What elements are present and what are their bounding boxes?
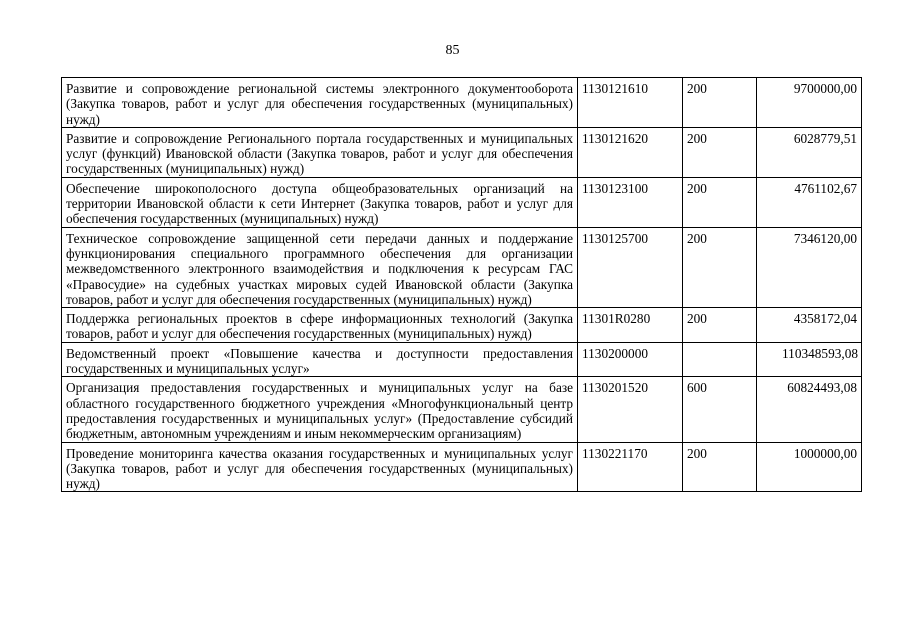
page-number: 85 — [445, 43, 460, 58]
expense-type-cell: 200 — [683, 78, 757, 128]
expense-type-cell: 600 — [683, 377, 757, 442]
expense-type-cell: 200 — [683, 308, 757, 343]
expense-name-cell: Развитие и сопровождение региональной системы электронного документооборота (Закупка товаров, работ и услуг для обеспечения государственных (муниципальных) нужд) — [62, 78, 578, 128]
amount-cell: 110348593,08 — [757, 342, 862, 377]
expense-type-cell: 200 — [683, 177, 757, 227]
table-row — [62, 442, 862, 492]
amount-cell: 6028779,51 — [757, 127, 862, 177]
target-code-cell: 1130201520 — [578, 377, 683, 442]
amount-cell: 4761102,67 — [757, 177, 862, 227]
table-row — [62, 308, 862, 343]
expense-name-cell: Обеспечение широкополосного доступа общеобразовательных организаций на территории Ивановской области к сети Интернет (Закупка товаров, работ и услуг для обеспечения государственных (муниципальных) нужд) — [62, 177, 578, 227]
table-row — [62, 127, 862, 177]
table-row — [62, 342, 862, 377]
expense-name-cell: Развитие и сопровождение Регионального портала государственных и муниципальных услуг (функций) Ивановской области (Закупка товаров, работ и услуг для обеспечения государственных (муниципальных) нужд) — [62, 127, 578, 177]
target-code-cell: 11301R0280 — [578, 308, 683, 343]
expense-name-cell: Поддержка региональных проектов в сфере информационных технологий (Закупка товаров, работ и услуг для обеспечения государственных (муниципальных) нужд) — [62, 308, 578, 343]
expense-type-cell — [683, 342, 757, 377]
expense-name-cell: Техническое сопровождение защищенной сети передачи данных и поддержание функционирования специального программного обеспечения для организации межведомственного электронного взаимодействия и подключения к ресурсам ГАС «Правосудие» на судебных участках мировых судей Ивановской области (Закупка товаров, работ и услуг для обеспечения государственных (муниципальных) нужд) — [62, 227, 578, 307]
target-code-cell: 1130121620 — [578, 127, 683, 177]
table-row — [62, 78, 862, 128]
target-code-cell: 1130221170 — [578, 442, 683, 492]
target-code-cell: 1130121610 — [578, 78, 683, 128]
target-code-cell: 1130125700 — [578, 227, 683, 307]
budget-table — [61, 77, 862, 492]
amount-cell: 9700000,00 — [757, 78, 862, 128]
amount-cell: 60824493,08 — [757, 377, 862, 442]
amount-cell: 4358172,04 — [757, 308, 862, 343]
target-code-cell: 1130200000 — [578, 342, 683, 377]
table-row — [62, 377, 862, 442]
amount-cell: 7346120,00 — [757, 227, 862, 307]
table-row — [62, 227, 862, 307]
expense-type-cell: 200 — [683, 227, 757, 307]
expense-type-cell: 200 — [683, 442, 757, 492]
table-row — [62, 177, 862, 227]
expense-name-cell: Организация предоставления государственных и муниципальных услуг на базе областного государственного бюджетного учреждения «Многофункциональный центр предоставления государственных и муниципальных услуг» (Предоставление субсидий бюджетным, автономным учреждениям и иным некоммерческим организациям) — [62, 377, 578, 442]
amount-cell: 1000000,00 — [757, 442, 862, 492]
target-code-cell: 1130123100 — [578, 177, 683, 227]
expense-name-cell: Проведение мониторинга качества оказания государственных и муниципальных услуг (Закупка товаров, работ и услуг для обеспечения государственных (муниципальных) нужд) — [62, 442, 578, 492]
expense-name-cell: Ведомственный проект «Повышение качества и доступности предоставления государственных и муниципальных услуг» — [62, 342, 578, 377]
expense-type-cell: 200 — [683, 127, 757, 177]
